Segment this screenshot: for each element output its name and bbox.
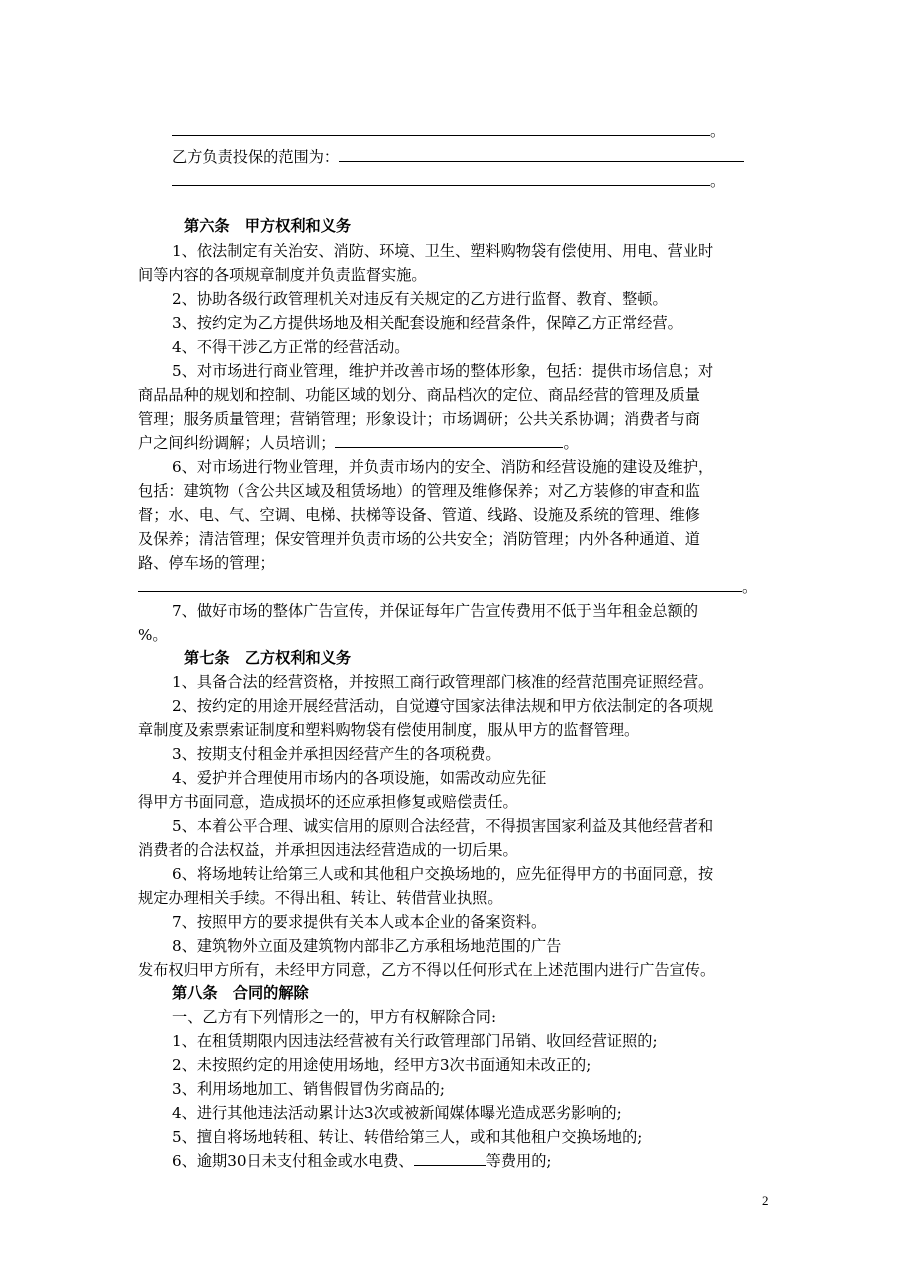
line-text: 2、按约定的用途开展经营活动，自觉遵守国家法律法规和甲方依法制定的各项规 bbox=[172, 697, 714, 715]
text-line bbox=[172, 145, 744, 169]
text-line bbox=[172, 1029, 658, 1053]
text-line bbox=[172, 934, 561, 958]
text-line bbox=[172, 814, 713, 838]
text-line bbox=[172, 1149, 552, 1173]
line-text: 8、建筑物外立面及建筑物内部非乙方承租场地范围的广告 bbox=[172, 937, 562, 955]
line-text: 3、按约定为乙方提供场地及相关配套设施和经营条件，保障乙方正常经营。 bbox=[172, 314, 683, 332]
text-line bbox=[172, 169, 725, 193]
section-heading bbox=[184, 214, 351, 238]
line-text: 7、按照甲方的要求提供有关本人或本企业的备案资料。 bbox=[172, 913, 547, 931]
line-text: 3、利用场地加工、销售假冒伪劣商品的; bbox=[172, 1080, 445, 1098]
text-line bbox=[138, 431, 579, 455]
line-text: 6、对市场进行物业管理，并负责市场内的安全、消防和经营设施的建设及维护， bbox=[172, 458, 714, 476]
text-line bbox=[138, 407, 700, 431]
line-text: 6、逾期30日未支付租金或水电费、 bbox=[172, 1152, 414, 1170]
line-text: 5、本着公平合理、诚实信用的原则合法经营，不得损害国家利益及其他经营者和 bbox=[172, 817, 714, 835]
fill-in-blank bbox=[172, 119, 710, 136]
text-line bbox=[172, 311, 683, 335]
line-text: 5、对市场进行商业管理，维护并改善市场的整体形象，包括：提供市场信息；对 bbox=[172, 362, 714, 380]
text-line bbox=[138, 551, 275, 575]
line-text: 5、擅自将场地转租、转让、转借给第三人，或和其他租户交换场地的; bbox=[172, 1128, 643, 1146]
line-text: 消费者的合法权益，并承担因违法经营造成的一切后果。 bbox=[138, 841, 518, 859]
section-heading bbox=[172, 981, 309, 1005]
line-text: 一、乙方有下列情形之一的，甲方有权解除合同: bbox=[172, 1008, 497, 1026]
line-text: 管理；服务质量管理；营销管理；形象设计；市场调研；公共关系协调；消费者与商 bbox=[138, 410, 700, 428]
line-text: 章制度及索票索证制度和塑料购物袋有偿使用制度，服从甲方的监督管理。 bbox=[138, 721, 640, 739]
line-text: 乙方负责投保的范围为： bbox=[172, 148, 340, 166]
line-text: 1、依法制定有关治安、消防、环境、卫生、塑料购物袋有偿使用、用电、营业时 bbox=[172, 242, 714, 260]
text-line bbox=[172, 694, 713, 718]
text-line bbox=[138, 383, 700, 407]
text-line bbox=[138, 623, 168, 647]
line-text: 4、进行其他违法活动累计达3次或被新闻媒体曝光造成恶劣影响的; bbox=[172, 1104, 622, 1122]
text-line bbox=[172, 287, 668, 311]
text-line bbox=[172, 862, 713, 886]
fill-in-blank bbox=[335, 431, 563, 448]
line-text-suffix: 。 bbox=[563, 434, 579, 452]
line-text: 督；水、电、气、空调、电梯、扶梯等设备、管道、线路、设施及系统的管理、维修 bbox=[138, 506, 700, 524]
text-line bbox=[172, 1053, 591, 1077]
line-text: 3、按期支付租金并承担因经营产生的各项税费。 bbox=[172, 745, 501, 763]
text-line bbox=[138, 886, 503, 910]
line-text: 户之间纠纷调解；人员培训； bbox=[138, 434, 336, 452]
text-line bbox=[172, 670, 713, 694]
line-text-suffix: 等费用的; bbox=[485, 1152, 552, 1170]
text-line bbox=[172, 335, 409, 359]
line-text: 商品品种的规划和控制、功能区域的划分、商品档次的定位、商品经营的管理及质量 bbox=[138, 386, 700, 404]
text-line bbox=[138, 575, 757, 599]
line-text: 路、停车场的管理； bbox=[138, 554, 275, 572]
line-text: 及保养；清洁管理；保安管理并负责市场的公共安全；消防管理；内外各种通道、道 bbox=[138, 530, 700, 548]
text-line bbox=[172, 742, 501, 766]
text-line bbox=[172, 1125, 642, 1149]
line-text: 发布权归甲方所有，未经甲方同意，乙方不得以任何形式在上述范围内进行广告宣传。 bbox=[138, 961, 716, 979]
line-text: 包括：建筑物（含公共区域及租赁场地）的管理及维修保养；对乙方装修的审查和监 bbox=[138, 482, 700, 500]
text-line bbox=[172, 766, 546, 790]
line-text: 第七条 乙方权利和义务 bbox=[184, 649, 352, 667]
line-text: 6、将场地转让给第三人或和其他租户交换场地的，应先征得甲方的书面同意，按 bbox=[172, 865, 714, 883]
page-number: 2 bbox=[762, 1193, 769, 1208]
line-text-suffix: 。 bbox=[710, 172, 726, 190]
line-text: %。 bbox=[138, 626, 168, 644]
line-text: 第六条 甲方权利和义务 bbox=[184, 217, 352, 235]
text-line bbox=[172, 119, 725, 143]
text-line bbox=[138, 263, 427, 287]
text-line bbox=[172, 1101, 622, 1125]
text-line bbox=[172, 239, 713, 263]
line-text: 得甲方书面同意，造成损坏的还应承担修复或赔偿责任。 bbox=[138, 793, 518, 811]
fill-in-blank bbox=[414, 1149, 486, 1166]
text-line bbox=[138, 718, 639, 742]
line-text: 4、不得干涉乙方正常的经营活动。 bbox=[172, 338, 410, 356]
text-line bbox=[138, 479, 700, 503]
line-text: 2、协助各级行政管理机关对违反有关规定的乙方进行监督、教育、整顿。 bbox=[172, 290, 668, 308]
text-line bbox=[172, 599, 698, 623]
text-line bbox=[172, 359, 713, 383]
line-text: 1、具备合法的经营资格，并按照工商行政管理部门核准的经营范围亮证照经营。 bbox=[172, 673, 714, 691]
text-line bbox=[172, 1005, 496, 1029]
line-text: 规定办理相关手续。不得出租、转让、转借营业执照。 bbox=[138, 889, 503, 907]
line-text: 间等内容的各项规章制度并负责监督实施。 bbox=[138, 266, 427, 284]
line-text: 4、爱护并合理使用市场内的各项设施，如需改动应先征 bbox=[172, 769, 547, 787]
line-text: 1、在租赁期限内因违法经营被有关行政管理部门吊销、收回经营证照的; bbox=[172, 1032, 658, 1050]
text-line bbox=[138, 838, 518, 862]
line-text-suffix: 。 bbox=[710, 122, 726, 140]
text-line bbox=[138, 790, 518, 814]
line-text: 第八条 合同的解除 bbox=[172, 984, 309, 1002]
text-line bbox=[172, 1077, 445, 1101]
section-heading bbox=[184, 646, 351, 670]
text-line bbox=[172, 455, 713, 479]
line-text-suffix: 。 bbox=[742, 578, 758, 596]
line-text: 2、未按照约定的用途使用场地，经甲方3次书面通知未改正的; bbox=[172, 1056, 592, 1074]
fill-in-blank bbox=[138, 575, 742, 592]
text-line bbox=[138, 503, 700, 527]
fill-in-blank bbox=[172, 169, 710, 186]
text-line bbox=[138, 527, 700, 551]
text-line bbox=[138, 958, 715, 982]
text-line bbox=[172, 910, 546, 934]
line-text: 7、做好市场的整体广告宣传，并保证每年广告宣传费用不低于当年租金总额的 bbox=[172, 602, 699, 620]
fill-in-blank bbox=[339, 145, 744, 162]
